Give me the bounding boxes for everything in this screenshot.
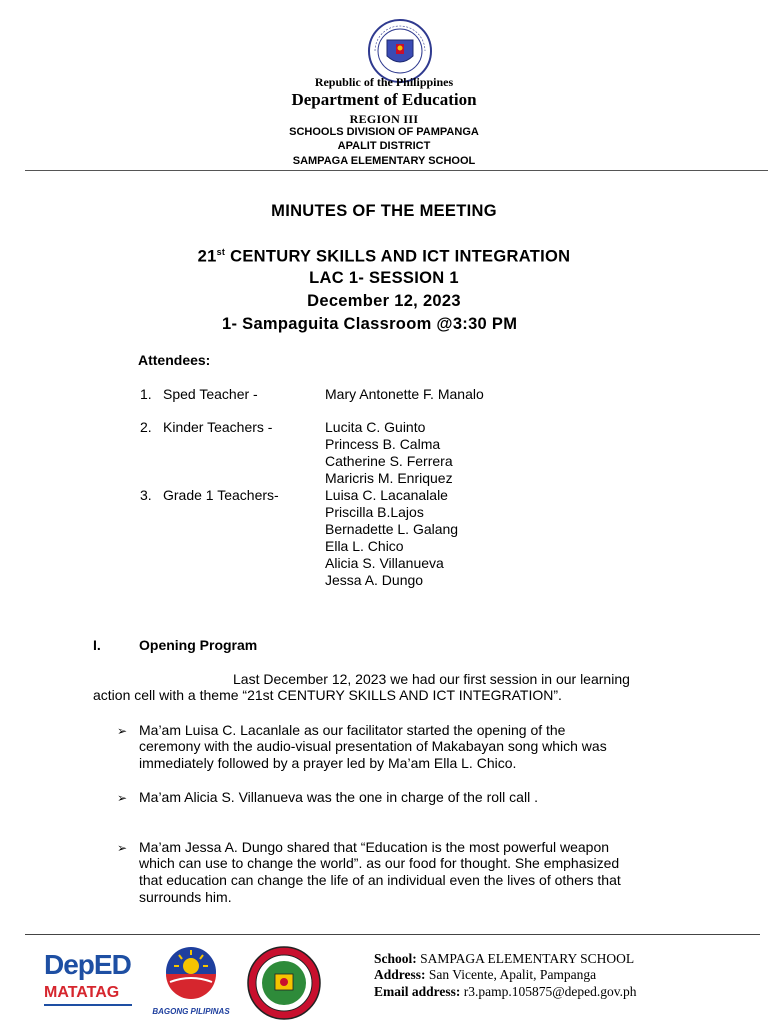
attendee-name: Lucita C. Guinto bbox=[325, 419, 426, 435]
attendee-group-number: 2. bbox=[140, 419, 152, 435]
attendee-group-role: Sped Teacher - bbox=[163, 386, 258, 402]
department-name: Department of Education bbox=[291, 90, 477, 109]
attendee-name: Luisa C. Lacanalale bbox=[325, 487, 448, 503]
matatag-logo-text: MATATAG bbox=[44, 984, 120, 1001]
attendees-heading: Attendees: bbox=[138, 352, 211, 368]
bagong-pilipinas-text: BAGONG PILIPINAS bbox=[152, 1007, 230, 1016]
bullet-text-line: that education can change the life of an individual even the lives of others that bbox=[139, 872, 621, 888]
attendee-name: Ella L. Chico bbox=[325, 538, 404, 554]
attendee-group-role: Kinder Teachers - bbox=[163, 419, 273, 435]
republic-line: Republic of the Philippines bbox=[314, 75, 454, 89]
bullet-text-line: immediately followed by a prayer led by Ma’am Ella L. Chico. bbox=[139, 755, 517, 771]
attendee-name: Catherine S. Ferrera bbox=[325, 453, 453, 469]
division-seal-logo bbox=[245, 944, 323, 1022]
intro-paragraph-line: Last December 12, 2023 we had our first session in our learning bbox=[233, 671, 630, 687]
intro-paragraph-line: action cell with a theme “21st CENTURY SKILLS AND ICT INTEGRATION”. bbox=[93, 687, 562, 703]
attendee-name: Alicia S. Villanueva bbox=[325, 555, 444, 571]
venue-title: 1- Sampaguita Classroom @3:30 PM bbox=[222, 315, 518, 333]
bullet-text-line: Ma’am Jessa A. Dungo shared that “Education is the most powerful weapon bbox=[139, 839, 610, 855]
header-divider bbox=[25, 170, 768, 171]
district-line: APALIT DISTRICT bbox=[337, 140, 431, 152]
deped-logo-text: DepED bbox=[44, 949, 131, 980]
attendee-name: Jessa A. Dungo bbox=[325, 572, 424, 588]
attendee-name: Mary Antonette F. Manalo bbox=[325, 386, 484, 402]
attendee-name: Princess B. Calma bbox=[325, 436, 441, 452]
date-title: December 12, 2023 bbox=[307, 292, 461, 310]
attendee-name: Bernadette L. Galang bbox=[325, 521, 459, 537]
school-line: SAMPAGA ELEMENTARY SCHOOL bbox=[292, 155, 476, 167]
attendee-group-number: 3. bbox=[140, 487, 152, 503]
attendee-group-number: 1. bbox=[140, 386, 152, 402]
bagong-pilipinas-logo bbox=[150, 944, 232, 1014]
arrow-bullet-icon: ➢ bbox=[117, 724, 128, 738]
theme-title: 21st CENTURY SKILLS AND ICT INTEGRATION bbox=[197, 247, 571, 266]
attendee-name: Maricris M. Enriquez bbox=[325, 470, 453, 486]
session-title: LAC 1- SESSION 1 bbox=[309, 269, 459, 287]
region-line: REGION III bbox=[349, 112, 419, 126]
page-title: MINUTES OF THE MEETING bbox=[271, 202, 497, 220]
attendee-group-role: Grade 1 Teachers- bbox=[163, 487, 279, 503]
footer-divider bbox=[25, 934, 760, 935]
arrow-bullet-icon: ➢ bbox=[117, 791, 128, 805]
section-number: I. bbox=[93, 637, 101, 653]
bullet-text-line: Ma’am Alicia S. Villanueva was the one in charge of the roll call . bbox=[139, 789, 538, 805]
footer-email: Email address: r3.pamp.105875@deped.gov.ph bbox=[374, 984, 637, 999]
attendee-name: Priscilla B.Lajos bbox=[325, 504, 424, 520]
arrow-bullet-icon: ➢ bbox=[117, 841, 128, 855]
section-heading: Opening Program bbox=[139, 637, 258, 653]
division-line: SCHOOLS DIVISION OF PAMPANGA bbox=[289, 126, 479, 138]
footer-address: Address: San Vicente, Apalit, Pampanga bbox=[374, 967, 597, 982]
bullet-text-line: Ma’am Luisa C. Lacanlale as our facilitator started the opening of the bbox=[139, 722, 566, 738]
bullet-text-line: ceremony with the audio-visual presentation of Makabayan song which was bbox=[139, 738, 607, 754]
bullet-text-line: surrounds him. bbox=[139, 889, 232, 905]
deped-matatag-logo bbox=[44, 950, 136, 1010]
bullet-text-line: which can use to change the world”. as our food for thought. She emphasized bbox=[139, 855, 620, 871]
bagong-pilipinas-emblem-icon bbox=[150, 944, 232, 1002]
footer-school: School: SAMPAGA ELEMENTARY SCHOOL bbox=[374, 951, 635, 966]
